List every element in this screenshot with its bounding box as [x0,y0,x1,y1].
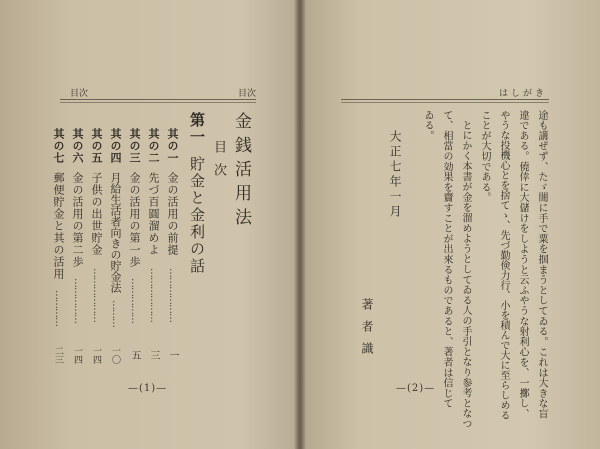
toc-item-number: 其の七 [52,128,65,164]
toc-item-number: 其の二 [147,128,160,164]
preface-line: ことが大切である。 [479,110,490,203]
toc-item-title: 金の活用の第二歩 [71,172,84,268]
toc-item-page: 一四 [72,346,82,364]
toc-item-number: 其の四 [109,128,122,164]
toc-item-leaders: …………… [72,278,83,323]
running-head-rule [341,99,549,100]
toc-item-title: 月給生活者向きの貯金法 [109,172,122,293]
toc-item-number: 其の六 [71,128,84,164]
toc-item-leaders: ………… [53,290,64,326]
left-page [0,0,299,449]
toc-item-title: 子供の出世貯金 [90,172,103,256]
running-head-rule-thin [341,102,549,103]
running-head-rule-thin [60,102,256,103]
preface-line: 違である。僥倖に大儲けをしようと云ふやうな射利心を、一擲し、 [517,110,528,419]
chapter-number: 第一 [188,112,206,146]
book-title: 金銭活用法 [231,112,251,232]
page-number-left: —(1)— [128,383,168,394]
preface-line: やうな投機心とを捨てゝ、先づ勤倹力行、小を積んで大に至らしめる [498,110,509,420]
preface-line: て、相當の効果を齎すことが出來るものであると、著者は信じて [441,110,452,409]
toc-item-leaders: ……………… [167,268,178,322]
toc-item-leaders: ……………… [91,268,102,322]
running-head-right: はしがき [499,89,548,99]
toc-item-title: 金の活用の前提 [166,172,179,256]
toc-item-leaders: ……………… [148,268,159,322]
right-page [301,0,600,449]
running-head-left: 目次 [70,89,89,99]
toc-item-leaders: ……… [110,300,121,327]
page-number-right: —(2)— [396,383,436,394]
toc-item-page: 一四 [91,346,101,364]
toc-item-page: 五 [129,350,140,360]
toc-item-number: 其の一 [166,128,179,164]
preface-author: 著者識 [360,298,374,364]
toc-item-page: 二三 [53,346,63,364]
toc-item-title: 郵便貯金と其の活用 [52,172,65,280]
toc-item-page: 一 [167,350,178,360]
toc-item-page: 三 [148,350,159,360]
toc-item-title: 先づ百圓溜めよ [147,172,160,256]
preface-line: ゐる。 [422,110,433,141]
toc-item-leaders: …………… [129,278,140,323]
running-head-left-dup: 目次 [238,89,257,99]
toc-item-title: 金の活用の第一歩 [128,172,141,268]
preface-line: とにかく本書が金を溜めようとしてゐる人の手引となり参考となつ [460,120,471,429]
toc-heading: 目次 [211,140,226,186]
chapter-title: 貯金と金利の話 [188,156,206,275]
toc-item-page: 一〇 [110,346,120,364]
preface-line: 途も講ぜず、たゞ闇に手で粟を掴まうとしてゐる。これは大きな盲 [536,110,547,419]
preface-date: 大正七年一月 [388,130,402,220]
toc-item-number: 其の五 [90,128,103,164]
toc-item-number: 其の三 [128,128,141,164]
running-head-rule [60,99,256,100]
